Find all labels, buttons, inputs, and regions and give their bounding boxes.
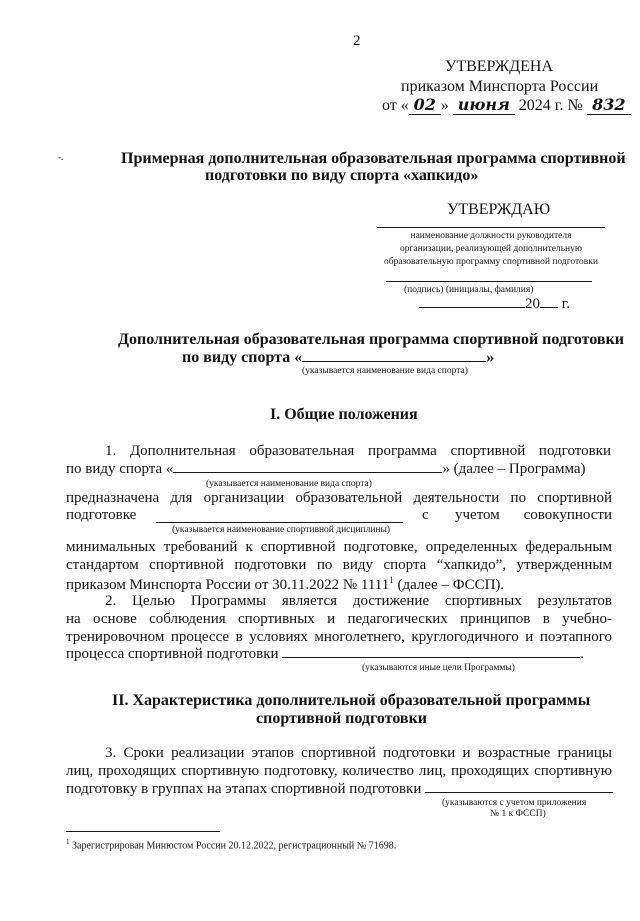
date-prefix: от « [382, 97, 409, 114]
p1-line5: минимальных требований к спортивной подготовке, определенных федеральным [66, 539, 612, 555]
approve-caption-1: наименование должности руководителя [410, 231, 572, 241]
approve-caption-3: образовательную программу спортивной подготовки [383, 257, 598, 267]
p1-caption-2: (указывается наименование спортивной дисциплины) [172, 525, 391, 535]
date-year: 2024 г. № [518, 97, 583, 114]
p1-line3: предназначена для организации образовательной деятельности по спортивной [66, 490, 612, 506]
p3-line3: подготовку в группах на этапах спортивной подготовки [66, 781, 613, 798]
program-title-line1: Дополнительная образовательная программа спортивной подготовки [118, 331, 625, 348]
approve-year: 20 [525, 296, 540, 312]
approve-title: УТВЕРЖДАЮ [447, 201, 551, 218]
program-title-caption: (указывается наименование вида спорта) [302, 366, 468, 376]
approval-order: приказом Минспорта России [401, 78, 599, 95]
main-title-line1: Примерная дополнительная образовательная программа спортивной [121, 150, 626, 167]
program-title-line2: по виду спорта « » [182, 349, 495, 366]
p1-line1: 1. Дополнительная образовательная программа спортивной подготовки [105, 443, 611, 459]
p1-line2: по виду спорта « » (далее – Программа) [66, 461, 586, 477]
p1-caption-1: (указывается наименование вида спорта) [206, 479, 372, 489]
approve-year-suffix: г. [561, 296, 570, 312]
date-day: 02 [409, 95, 441, 115]
section2-heading-line2: спортивной подготовки [256, 710, 427, 727]
p2-line3: тренировочном процессе в условиях многолетнего, круглогодичного и поэтапного [66, 629, 612, 645]
approval-date-line [382, 95, 631, 115]
date-month: июня [453, 95, 515, 115]
approve-caption-2: организации, реализующей дополнительную [400, 244, 582, 254]
footnote-text: Зарегистрирован Минюстом России 20.12.2022, регистрационный № 71698. [72, 840, 397, 852]
approve-date-line [419, 296, 570, 313]
page-number: 2 [353, 33, 361, 49]
signature-caption: (подпись) (инициалы, фамилия) [404, 285, 534, 295]
p3-caption-2: № 1 к ФССП) [490, 809, 546, 819]
date-mid: » [440, 97, 449, 114]
p1-line6: стандартом спортивной подготовки по виду спорта “хапкидо”, утвержденным [66, 557, 612, 573]
p3-line2: лиц, проходящих спортивную подготовку, количество лиц, проходящих спортивную [66, 763, 612, 779]
footnote [66, 838, 396, 851]
p1-line7: приказом Минспорта России от 30.11.2022 № 1111$^1$ (далее – ФССП). [66, 575, 505, 593]
approve-position-line [377, 227, 605, 228]
p1-line4: подготовке с учетом совокупности [66, 507, 612, 523]
footnote-separator [66, 831, 220, 832]
footnote-mark: 1 [66, 838, 70, 846]
footnote-ref: 1 [389, 575, 394, 585]
p3-caption-1: (указываются с учетом приложения [442, 798, 587, 808]
section2-heading-line1: II. Характеристика дополнительной образовательной программы [112, 692, 591, 709]
p2-caption: (указываются иные цели Программы) [362, 663, 515, 673]
p3-line1: 3. Сроки реализации этапов спортивной подготовки и возрастные границы [105, 745, 612, 761]
order-number: 832 [587, 95, 631, 115]
scan-mark: ‑. [58, 152, 64, 162]
p2-line4: процесса спортивной подготовки . [66, 646, 585, 662]
p2-line2: на основе соблюдения спортивных и педагогических принципов в учебно- [66, 611, 612, 627]
approval-title: УТВЕРЖДЕНА [445, 58, 554, 75]
p2-line1: 2. Целью Программы является достижение спортивных результатов [105, 593, 612, 609]
signature-line [386, 281, 592, 282]
section1-heading: I. Общие положения [270, 406, 418, 423]
main-title-line2: подготовки по виду спорта «хапкидо» [205, 167, 479, 184]
